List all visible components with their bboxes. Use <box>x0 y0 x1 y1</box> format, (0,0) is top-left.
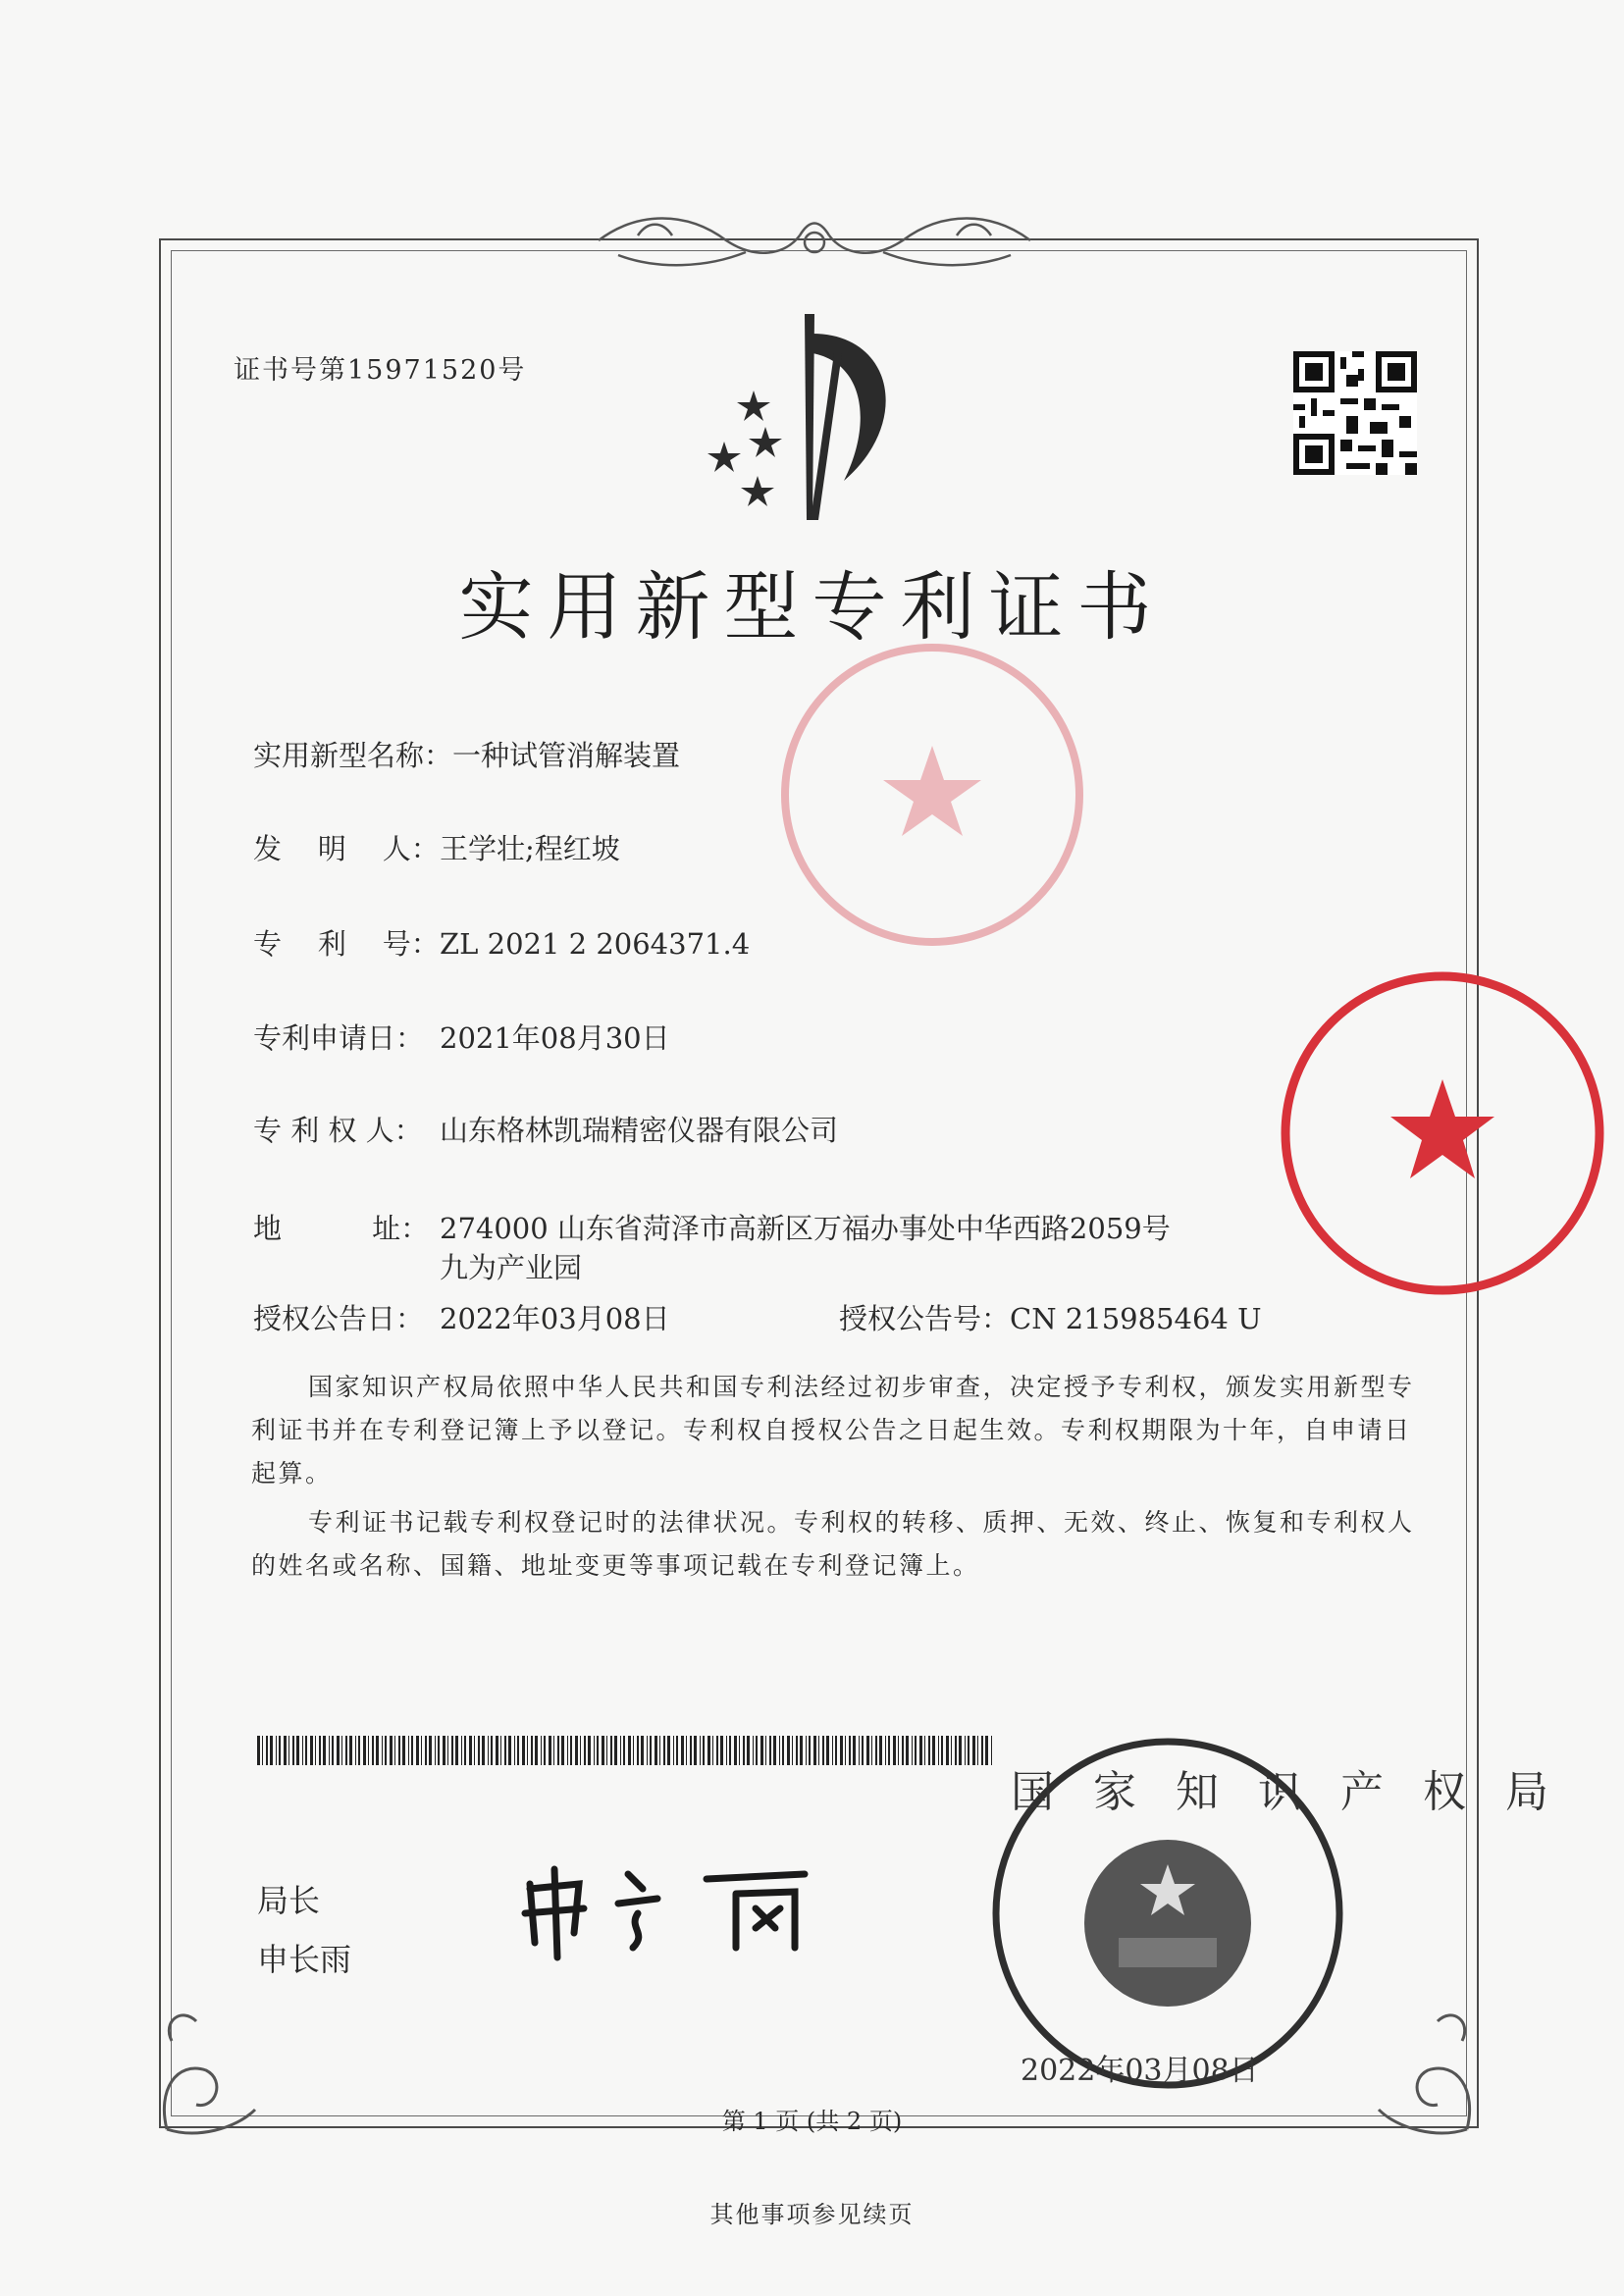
certificate-title: 实用新型专利证书 <box>458 563 1166 651</box>
field-value: CN 215985464 U <box>1010 1302 1262 1335</box>
field-value: 274000 山东省菏泽市高新区万福办事处中华西路2059号 <box>440 1212 1171 1245</box>
office-seal-date: 2022年03月08日 <box>1021 2054 1259 2088</box>
field-label: 授权公告日： <box>253 1302 425 1335</box>
field-value: 一种试管消解装置 <box>452 739 681 772</box>
field-value: 2021年08月30日 <box>440 1021 670 1055</box>
field-address-line2: 九为产业园 <box>440 1251 583 1284</box>
field-label: 专 利 权 人： <box>253 1114 423 1147</box>
field-announcement-number <box>839 1297 1262 1337</box>
field-utility-name <box>253 734 680 774</box>
legal-paragraph-1: 国家知识产权局依照中华人民共和国专利法经过初步审查，决定授予专利权，颁发实用新型专利证书并在专利登记簿上予以登记。专利权自授权公告之日起生效。专利权期限为十年，自申请日起算。 <box>251 1373 1415 1487</box>
field-value: ZL 2021 2 2064371.4 <box>440 927 751 961</box>
field-application-date <box>253 1017 670 1057</box>
patent-emblem-icon <box>697 294 942 540</box>
field-inventor <box>253 827 620 867</box>
director-title: 局长 <box>257 1882 321 1919</box>
field-value: 王学壮;程红坡 <box>440 832 620 865</box>
field-label: 专 利 号： <box>253 927 440 961</box>
qr-code-icon <box>1293 351 1417 475</box>
field-label: 专利申请日： <box>253 1021 425 1055</box>
page-number: 第 1 页 (共 2 页) <box>721 2108 903 2135</box>
footer-note: 其他事项参见续页 <box>709 2201 915 2228</box>
legal-paragraph-2: 专利证书记载专利权登记时的法律状况。专利权的转移、质押、无效、终止、恢复和专利权人的姓名或名称、国籍、地址变更等事项记载在专利登记簿上。 <box>251 1508 1415 1580</box>
field-value: 山东格林凯瑞精密仪器有限公司 <box>440 1114 839 1147</box>
office-seal-text: 国家知识产权局 <box>1011 1767 1588 1817</box>
director-signature <box>510 1854 844 1962</box>
barcode-icon <box>257 1736 993 1765</box>
director-name: 申长雨 <box>257 1941 352 1978</box>
field-label: 地 址： <box>253 1212 430 1245</box>
field-patent-number <box>253 922 750 963</box>
faded-company-seal <box>765 628 1099 962</box>
field-grant-date <box>253 1297 670 1337</box>
company-seal <box>1266 957 1619 1310</box>
certificate-number: 证书号第15971520号 <box>234 355 527 386</box>
field-address <box>253 1207 1171 1247</box>
top-ornament <box>579 201 1050 280</box>
field-patentee <box>253 1109 838 1149</box>
field-label: 实用新型名称： <box>253 739 453 772</box>
field-label: 发 明 人： <box>253 832 440 865</box>
field-label: 授权公告号： <box>839 1302 1011 1335</box>
field-value: 2022年03月08日 <box>440 1302 670 1335</box>
